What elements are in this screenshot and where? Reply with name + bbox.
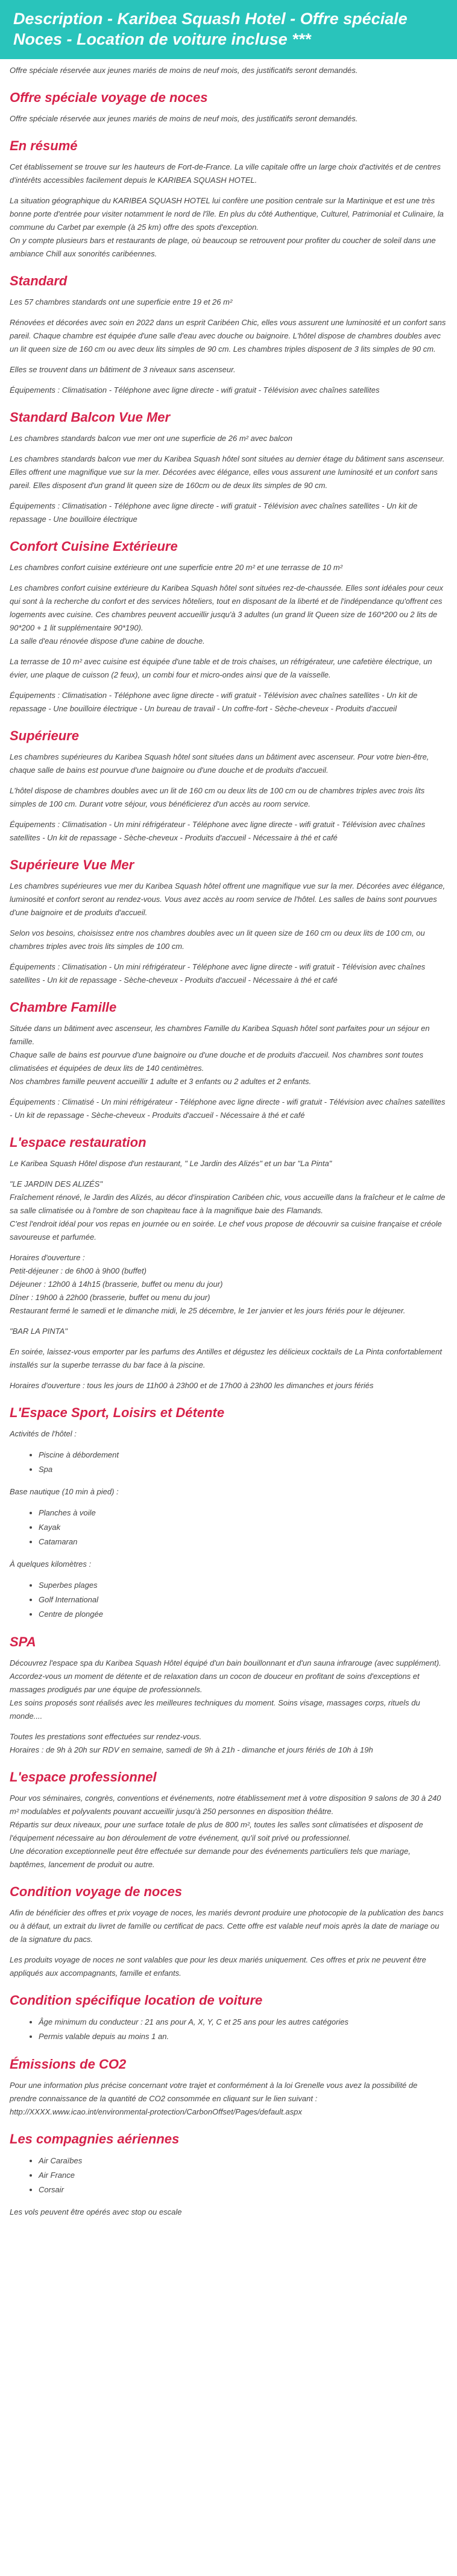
spa-p1: Découvrez l'espace spa du Karibea Squash Hôtel équipé d'un bain bouillonnant et d'un sauna infrarouge (avec supplément). Accordez-vous un moment de détente et de relaxation dans un cocon de douceur en profitant de soins d'exceptions et massages prodigués par une équipe de professionnels. <box>10 1658 441 1694</box>
superieure-p2: L'hôtel dispose de chambres doubles avec un lit de 160 cm ou deux lits de 100 cm ou de chambres triples avec trois lits simples de 100 cm. Durant votre séjour, vous bénéficierez d'un accès au room service. <box>10 786 425 808</box>
sport-nautique-list <box>10 1506 446 1549</box>
co2-p1: Pour une information plus précise concernant votre trajet et conformément à la loi Grenelle vous avez la possibilité de prendre connaissance de la quantité de CO2 consommée en cliquant sur le lien suivant : <box>10 2081 418 2103</box>
main-content <box>0 64 457 2219</box>
list-item: • Centre de plongée <box>39 1607 446 1622</box>
section-title-offre: Offre spéciale voyage de noces <box>10 90 208 105</box>
restauration-p3: C'est l'endroit idéal pour vos repas en journée ou en soirée. Le chef vous propose de découvrir sa cuisine française et créole savoureuse et parfumée. <box>10 1219 442 1242</box>
list-item: • Kayak <box>39 1520 446 1535</box>
section-title-co2: Émissions de CO2 <box>10 2057 127 2072</box>
famille-p4: Équipements : Climatisé - Un mini réfrigérateur - Téléphone avec ligne directe - wifi gratuit - Télévision avec chaînes satellites - Un kit de repassage - Sèche-cheveux - Produits d'accueil - Nécessaire à thé et café <box>10 1097 446 1120</box>
restauration-jardin-heading: "LE JARDIN DES ALIZÉS" <box>10 1179 102 1188</box>
section-title-noces: Condition voyage de noces <box>10 1884 183 1899</box>
resume-p3: On y compte plusieurs bars et restaurants de plage, où beaucoup se retrouvent pour profiter du coucher de soleil dans une ambiance Chill aux sonorités caribéennes. <box>10 236 436 258</box>
standard-p3: Elles se trouvent dans un bâtiment de 3 niveaux sans ascenseur. <box>10 365 236 374</box>
spa-p3: Toutes les prestations sont effectuées sur rendez-vous. <box>10 1732 202 1741</box>
list-item: • Golf International <box>39 1593 446 1607</box>
section-title-resume: En résumé <box>10 138 78 153</box>
section-title-spa: SPA <box>10 1634 36 1649</box>
confort-p2: Les chambres confort cuisine extérieure du Karibea Squash hôtel sont situées rez-de-chaussée. Elles sont idéales pour ceux qui sont à la recherche du confort et des services hôteliers, tout en disposant de la liberté et de l'indépendance qu'offrent ces logements avec cuisine. Ces chambres peuvent accueillir jusqu'à 3 adultes (un grand lit Queen size de 160*200 ou 2 lits de 90*200 + 1 lit supplémentaire 90*190). <box>10 583 444 632</box>
restauration-pinta-heading: "BAR LA PINTA" <box>10 1327 68 1336</box>
list-item: • Piscine à débordement <box>39 1448 446 1462</box>
restauration-p1: Le Karibea Squash Hôtel dispose d'un restaurant, " Le Jardin des Alizés" et un bar "La Pinta" <box>10 1159 332 1168</box>
standard-p1: Les 57 chambres standards ont une superficie entre 19 et 26 m² <box>10 297 233 306</box>
sport-km-list <box>10 1578 446 1622</box>
balcon-p1: Les chambres standards balcon vue mer ont une superficie de 26 m² avec balcon <box>10 434 292 443</box>
sport-nautique-heading: Base nautique (10 min à pied) : <box>10 1487 119 1496</box>
compagnies-list <box>10 2154 446 2197</box>
famille-p1: Située dans un bâtiment avec ascenseur, les chambres Famille du Karibea Squash hôtel sont parfaites pour un séjour en famille. <box>10 1024 430 1046</box>
restauration-hours-lunch: Déjeuner : 12h00 à 14h15 (brasserie, buffet ou menu du jour) <box>10 1280 223 1289</box>
balcon-p2: Les chambres standards balcon vue mer du Karibea Squash hôtel sont situées au dernier étage du bâtiment sans ascenseur. Elles offrent une magnifique vue sur la mer. Décorées avec élégance, elles vous assurent une luminosité et un confort sans pareil. Elles disposent d'un grand lit queen size de 160cm ou de deux lits simples de 90 cm. <box>10 454 445 490</box>
section-title-restauration: L'espace restauration <box>10 1135 147 1150</box>
list-item: • Air France <box>39 2168 446 2183</box>
restauration-hours-breakfast: Petit-déjeuner : de 6h00 à 9h00 (buffet) <box>10 1266 147 1275</box>
list-item: • Superbes plages <box>39 1578 446 1593</box>
sport-km-heading: À quelques kilomètres : <box>10 1559 92 1569</box>
section-title-superieure: Supérieure <box>10 728 79 743</box>
restauration-p5: Horaires d'ouverture : tous les jours de 11h00 à 23h00 et de 17h00 à 23h00 les dimanches et jours fériés <box>10 1381 374 1390</box>
spa-p4: Horaires : de 9h à 20h sur RDV en semaine, samedi de 9h à 21h - dimanche et jours fériés de 10h à 19h <box>10 1745 373 1754</box>
superieure-p3: Équipements : Climatisation - Un mini réfrigérateur - Téléphone avec ligne directe - wifi gratuit - Télévision avec chaînes satellites - Un kit de repassage - Sèche-cheveux - Produits d'accueil - Nécessaire à thé et café <box>10 820 426 842</box>
supvuemer-p2: Selon vos besoins, choisissez entre nos chambres doubles avec un lit queen size de 160 cm ou deux lits de 100 cm, ou chambres triples avec trois lits simples de 100 cm. <box>10 928 425 951</box>
list-item: • Spa <box>39 1462 446 1477</box>
superieure-p1: Les chambres supérieures du Karibea Squash hôtel sont situées dans un bâtiment avec ascenseur. Pour votre bien-être, chaque salle de bains est pourvue d'une baignoire ou d'une douche et de produits d'accueil. <box>10 752 429 775</box>
confort-p3: La terrasse de 10 m² avec cuisine est équipée d'une table et de trois chaises, un réfrigérateur, une cafetière électrique, un évier, une plaque de cuisson (2 feux), un combi four et micro-ondes ainsi que de la vaisselle. <box>10 657 432 679</box>
section-title-pro: L'espace professionnel <box>10 1769 157 1784</box>
list-item: • Catamaran <box>39 1535 446 1549</box>
resume-p1: Cet établissement se trouve sur les hauteurs de Fort-de-France. La ville capitale offre un large choix d'activités et de centres d'intérêts accessibles facilement depuis le KARIBEA SQUASH HOTEL. <box>10 162 441 185</box>
confort-p1: Les chambres confort cuisine extérieure ont une superficie entre 20 m² et une terrasse de 10 m² <box>10 563 343 572</box>
pro-p1: Pour vos séminaires, congrès, conventions et événements, notre établissement met à votre disposition 9 salons de 30 à 240 m² modulables et polyvalents pouvant accueillir jusqu'à 250 personnes en disposition théâtre. <box>10 1794 441 1816</box>
page-title-banner <box>0 0 457 59</box>
list-item: • Planches à voile <box>39 1506 446 1520</box>
section-title-voiture: Condition spécifique location de voiture <box>10 1993 263 2008</box>
section-title-confort: Confort Cuisine Extérieure <box>10 539 178 554</box>
pro-p3: Une décoration exceptionnelle peut être effectuée sur demande pour des événements particuliers tels que mariage, baptêmes, lancement de produit ou autre. <box>10 1847 411 1869</box>
balcon-p3: Équipements : Climatisation - Téléphone avec ligne directe - wifi gratuit - Télévision avec chaînes satellites - Un kit de repassage - Une bouilloire électrique <box>10 501 418 524</box>
section-title-compagnies: Les compagnies aériennes <box>10 2131 180 2146</box>
offre-text: Offre spéciale réservée aux jeunes mariés de moins de neuf mois, des justificatifs seront demandés. <box>10 114 358 123</box>
section-title-sport: L'Espace Sport, Loisirs et Détente <box>10 1405 225 1420</box>
compagnies-footer: Les vols peuvent être opérés avec stop ou escale <box>10 2207 182 2216</box>
sport-hotel-heading: Activités de l'hôtel : <box>10 1429 77 1438</box>
pro-p2: Répartis sur deux niveaux, pour une surface totale de plus de 800 m², toutes les salles sont climatisées et disposent de l'équipement nécessaire au bon déroulement de votre événement, qu'il soit privé ou professionnel. <box>10 1820 423 1842</box>
supvuemer-p1: Les chambres supérieures vue mer du Karibea Squash hôtel offrent une magnifique vue sur la mer. Décorées avec élégance, luminosité et confort seront au rendez-vous. Vous avez accès au room service de l'hôtel. Les salles de bains sont pourvues d'une baignoire et de produits d'accueil. <box>10 881 446 917</box>
noces-p1: Afin de bénéficier des offres et prix voyage de noces, les mariés devront produire une photocopie de la publication des bancs ou à défaut, un extrait du livret de famille ou certificat de pacs. Cette offre est valable neuf mois après la date de mariage ou de la signature du pacs. <box>10 1908 444 1944</box>
noces-p2: Les produits voyage de noces ne sont valables que pour les deux mariés uniquement. Ces offres et prix ne peuvent être appliqués aux accompagnants, famille et enfants. <box>10 1955 426 1978</box>
restauration-p2: Fraîchement rénové, le Jardin des Alizés, au décor d'inspiration Caribéen chic, vous accueille dans la fraîcheur et le calme de sa salle climatisée ou à l'ombre de son chapiteau face à la magnifique baie des Flamands. <box>10 1193 446 1215</box>
spa-p2: Les soins proposés sont réalisés avec les meilleures techniques du moment. Soins visage, massages corps, rituels du monde.... <box>10 1698 420 1721</box>
voiture-list <box>10 2015 446 2044</box>
page-title: Description - Karibea Squash Hotel - Offre spéciale Noces - Location de voiture incluse *** <box>13 10 408 48</box>
standard-p2: Rénovées et décorées avec soin en 2022 dans un esprit Caribéen Chic, elles vous assurent une luminosité et un confort sans pareil. Chaque chambre est équipée d'une salle d'eau avec douche ou baignoire. L'hôtel dispose de chambres doubles avec un lit queen size de 160 cm ou avec deux lits simples de 90 cm. Les chambres triples disposent de 3 lits simples de 90 cm. <box>10 318 446 354</box>
section-title-balcon: Standard Balcon Vue Mer <box>10 410 171 425</box>
standard-p4: Équipements : Climatisation - Téléphone avec ligne directe - wifi gratuit - Télévision avec chaînes satellites <box>10 385 380 395</box>
list-item: • Air Caraïbes <box>39 2154 446 2168</box>
restauration-p4: En soirée, laissez-vous emporter par les parfums des Antilles et dégustez les délicieux cocktails de La Pinta confortablement installés sur la superbe terrasse du bar face à la piscine. <box>10 1347 443 1369</box>
restauration-horaires-heading: Horaires d'ouverture : <box>10 1253 85 1262</box>
famille-p3: Nos chambres famille peuvent accueillir 1 adulte et 3 enfants ou 2 adultes et 2 enfants. <box>10 1077 312 1086</box>
confort-p4: Équipements : Climatisation - Téléphone avec ligne directe - wifi gratuit - Télévision avec chaînes satellites - Un kit de repassage - Une bouilloire électrique - Un bureau de travail - Un coffre-fort - Sèche-cheveux - Produits d'accueil <box>10 691 418 713</box>
list-item: • Permis valable depuis au moins 1 an. <box>39 2029 446 2044</box>
list-item: • Âge minimum du conducteur : 21 ans pour A, X, Y, C et 25 ans pour les autres catégories <box>39 2015 446 2029</box>
famille-p2: Chaque salle de bains est pourvue d'une baignoire ou d'une douche et de produits d'accueil. Nos chambres sont toutes climatisées et équipées de deux lits de 140 centimètres. <box>10 1050 424 1073</box>
section-title-standard: Standard <box>10 273 68 288</box>
restauration-closure: Restaurant fermé le samedi et le dimanche midi, le 25 décembre, le 1er janvier et les jours fériés pour le déjeuner. <box>10 1306 406 1315</box>
confort-p2b: La salle d'eau rénovée dispose d'une cabine de douche. <box>10 636 205 646</box>
sport-hotel-list <box>10 1448 446 1477</box>
supvuemer-p3: Équipements : Climatisation - Un mini réfrigérateur - Téléphone avec ligne directe - wifi gratuit - Télévision avec chaînes satellites - Un kit de repassage - Sèche-cheveux - Produits d'accueil - Nécessaire à thé et café <box>10 962 426 985</box>
list-item: • Corsair <box>39 2183 446 2197</box>
restauration-hours-dinner: Dîner : 19h00 à 22h00 (brasserie, buffet ou menu du jour) <box>10 1293 210 1302</box>
section-title-supvuemer: Supérieure Vue Mer <box>10 857 134 872</box>
resume-p2: La situation géographique du KARIBEA SQUASH HOTEL lui confère une position centrale sur la Martinique et est une très bonne porte d'entrée pour visiter notamment le nord de l'île. En plus du côté Authentique, Culturel, Patrimonial et Culinaire, la commune du Carbet par exemple (à 25 km) offre des spots d'exception. <box>10 196 444 232</box>
section-title-famille: Chambre Famille <box>10 1000 117 1015</box>
intro-text: Offre spéciale réservée aux jeunes mariés de moins de neuf mois, des justificatifs seront demandés. <box>10 66 358 75</box>
co2-link[interactable]: http://XXXX.www.icao.int/environmental-protection/CarbonOffset/Pages/default.aspx <box>10 2107 302 2116</box>
